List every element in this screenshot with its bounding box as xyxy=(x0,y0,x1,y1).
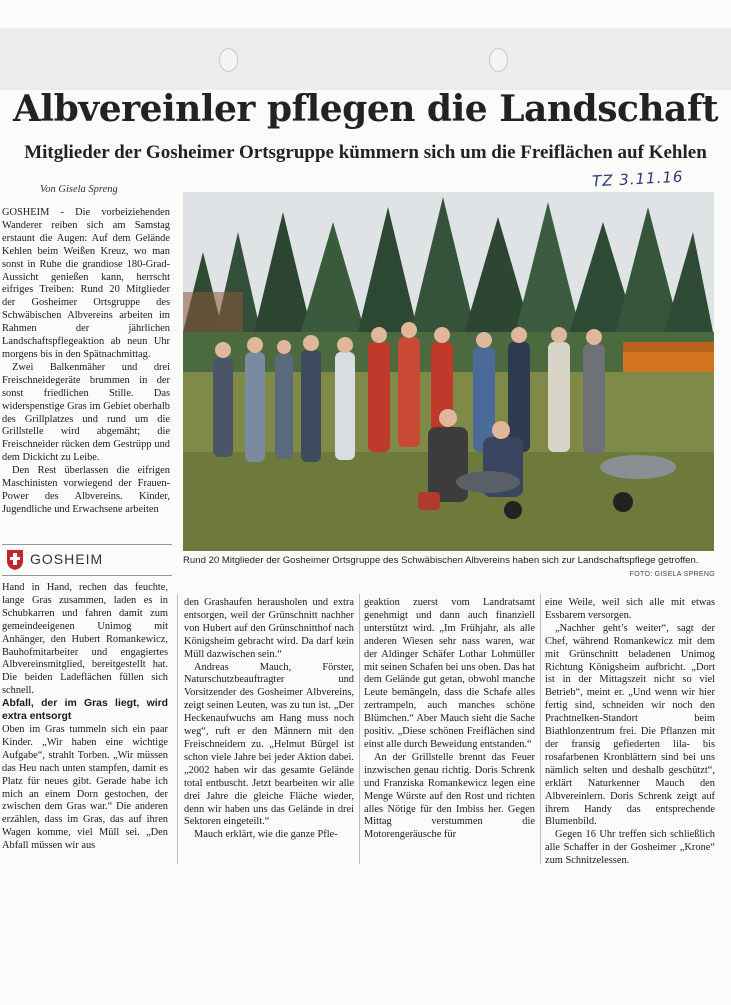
column-4 xyxy=(545,597,715,868)
column-paragraph: An der Grillstelle brennt das Feuer inzwischen genau richtig. Doris Schrenk und Franziska Romankewicz legen eine Menge Würste auf den Rost und richten alles Nötige für den Imbiss her. Gegen Mittag verstummen die Motorengeräusche für xyxy=(364,751,535,841)
column-paragraph: Mauch erklärt, wie die ganze Pfle- xyxy=(194,829,338,841)
local-label-text: GOSHEIM xyxy=(30,551,104,567)
column-paragraph: Gegen 16 Uhr treffen sich schließlich alle Schaffer in der Gosheimer „Krone“ zum Schnitzelessen. xyxy=(545,829,715,867)
local-section-label xyxy=(2,544,172,576)
column-3 xyxy=(364,597,535,842)
gosheim-crest-icon xyxy=(6,549,24,571)
column-paragraph: Oben im Gras tummeln sich ein paar Kinder. „Wir haben eine wichtige Aufgabe“, strahlt Torben. „Wir müssen das Heu nach unten stampfen, damit es Platz für neues gibt. Gerade habe ich mich an einem Dorn gestochen, der zwischen dem Gras war.“ Die anderen erzählen, dass im Gras, das auf ihren Wagen komme, viel Müll sei. „Den Abfall müssen wir aus xyxy=(2,723,168,852)
column-paragraph: eine Weile, weil sich alle mit etwas Essbarem versorgen. xyxy=(545,597,715,621)
lead-paragraph: GOSHEIM - Die vorbeiziehenden Wanderer reiben sich am Samstag erstaunt die Augen: Auf dem Gelände Kehlen beim Weißen Kreuz, wo man sonst in Ruhe die grandiose 180-Grad-Aussicht genießen kann, herrscht eifriges Treiben: Rund 20 Mitglieder der Gosheimer Ortsgruppe des Schwäbischen Albvereins arbeiten im Rahmen der jährlichen Landschaftspflegeaktion ab neun Uhr morgens bis in den Spätnachmittag. xyxy=(2,207,170,360)
clipping-header-band xyxy=(0,28,731,90)
column-subheading: Abfall, der im Gras liegt, wird extra entsorgt xyxy=(2,698,168,723)
photo-credit: FOTO: GISELA SPRENG xyxy=(629,571,715,578)
headline: Albvereinler pflegen die Landschaft xyxy=(13,88,718,130)
column-divider xyxy=(540,594,541,864)
photo-caption: Rund 20 Mitglieder der Gosheimer Ortsgruppe des Schwäbischen Albvereins haben sich zur Landschaftspflege getroffen. xyxy=(183,555,699,566)
group-photo xyxy=(183,192,714,551)
column-divider xyxy=(177,594,178,864)
column-paragraph: Andreas Mauch, Förster, Naturschutzbeauftragter und Vorsitzender des Gosheimer Albvereins, zeigt seinen Leuten, was zu tun ist. „Der Heckenaufwuchs am Hang muss noch weg“, ruft er den Männern mit den Freischneidern zu. „Helmut Bürgel ist schon viele Jahre bei jeder Aktion dabei. „2002 haben wir das gesamte Gelände total entbuscht. Jetzt bearbeiten wir alle drei Jahre die gleiche Fläche wieder, denn wir haben uns das Gelände in drei Sektoren eingeteilt.“ xyxy=(184,661,354,828)
handwritten-date-note: TZ 3.11.16 xyxy=(591,167,684,191)
lead-paragraph: Den Rest überlassen die eifrigen Maschinisten vorwiegend der Frauen-Power des Albvereins. Kinder, Jugendliche und Erwachsene arbeiten xyxy=(2,465,170,515)
column-paragraph: den Grashaufen herausholen und extra entsorgen, weil der Grünschnitt nachher von Hubert auf den Grünschnitthof nach Königsheim gebracht wird. Da darf kein Müll dazwischen sein.“ xyxy=(184,597,354,660)
punch-hole-left xyxy=(219,48,238,72)
lead-column xyxy=(2,207,170,517)
column-paragraph: geaktion zuerst vom Landratsamt genehmigt und dann auch finanziell unterstützt wird. „Im Frühjahr, als alle anderen Wiesen sehr nass waren, war der Aldinger Schäfer Lothar Lohmüller mit seinen Schafen bei uns oben. Das hat dem Gelände gut getan, obwohl manche Leute bemängeln, dass die Schafe alles zertrampeln, auch manches schöne Blümchen.“ Aber Mauch sieht die Sache positiv. „Diese schönen Freiflächen sind einst alle durch Beweidung entstanden.“ xyxy=(364,597,535,750)
byline: Von Gisela Spreng xyxy=(40,184,118,195)
column-2 xyxy=(184,597,354,842)
column-divider xyxy=(359,594,360,864)
subheadline: Mitglieder der Gosheimer Ortsgruppe kümmern sich um die Freiflächen auf Kehlen xyxy=(24,142,707,163)
lead-paragraph: Zwei Balkenmäher und drei Freischneidegeräte brummen in der sonst friedlichen Stille. Das widerspenstige Gras im Gebiet oberhalb des Grillplatzes und rund um die Grillstelle wird abgemäht; die Freischneider rücken dem Gestrüpp und dem Dickicht zu Leibe. xyxy=(2,361,170,464)
column-paragraph: „Nachher geht’s weiter“, sagt der Chef, während Romankewicz mit dem mit Grünschnitt beladenen Unimog Richtung Königsheim aufbricht. „Dort ist in der Mittagszeit nicht so viel Betrieb“, meint er. „Und wenn wir hier fertig sind, schneiden wir noch den Prachtnelken-Standort beim Biathlonzentrum frei. Die Pflanzen mit der fransig gefiederten lila- bis rosafarbenen Kronblättern sind bei uns nämlich selten und deshalb geschützt“, erklärt Naturkenner Mauch den Albvereinlern. Doris Schrenk zeigt auf ihrem Handy das entsprechende Blumenbild. xyxy=(545,622,715,828)
group-photo-illustration xyxy=(183,192,714,551)
column-1 xyxy=(2,582,168,853)
column-paragraph: Hand in Hand, rechen das feuchte, lange Gras zusammen, laden es in Schubkarren und fahren damit zum gemeindeeigenen Unimog mit Anhänger, den Hubert Romankewicz, Bauhofmitarbeiter und engagiertes Albvereinsmitglied, bereitgestellt hat. Die beiden Ladeflächen füllen sich schnell. xyxy=(2,582,168,697)
punch-hole-right xyxy=(489,48,508,72)
